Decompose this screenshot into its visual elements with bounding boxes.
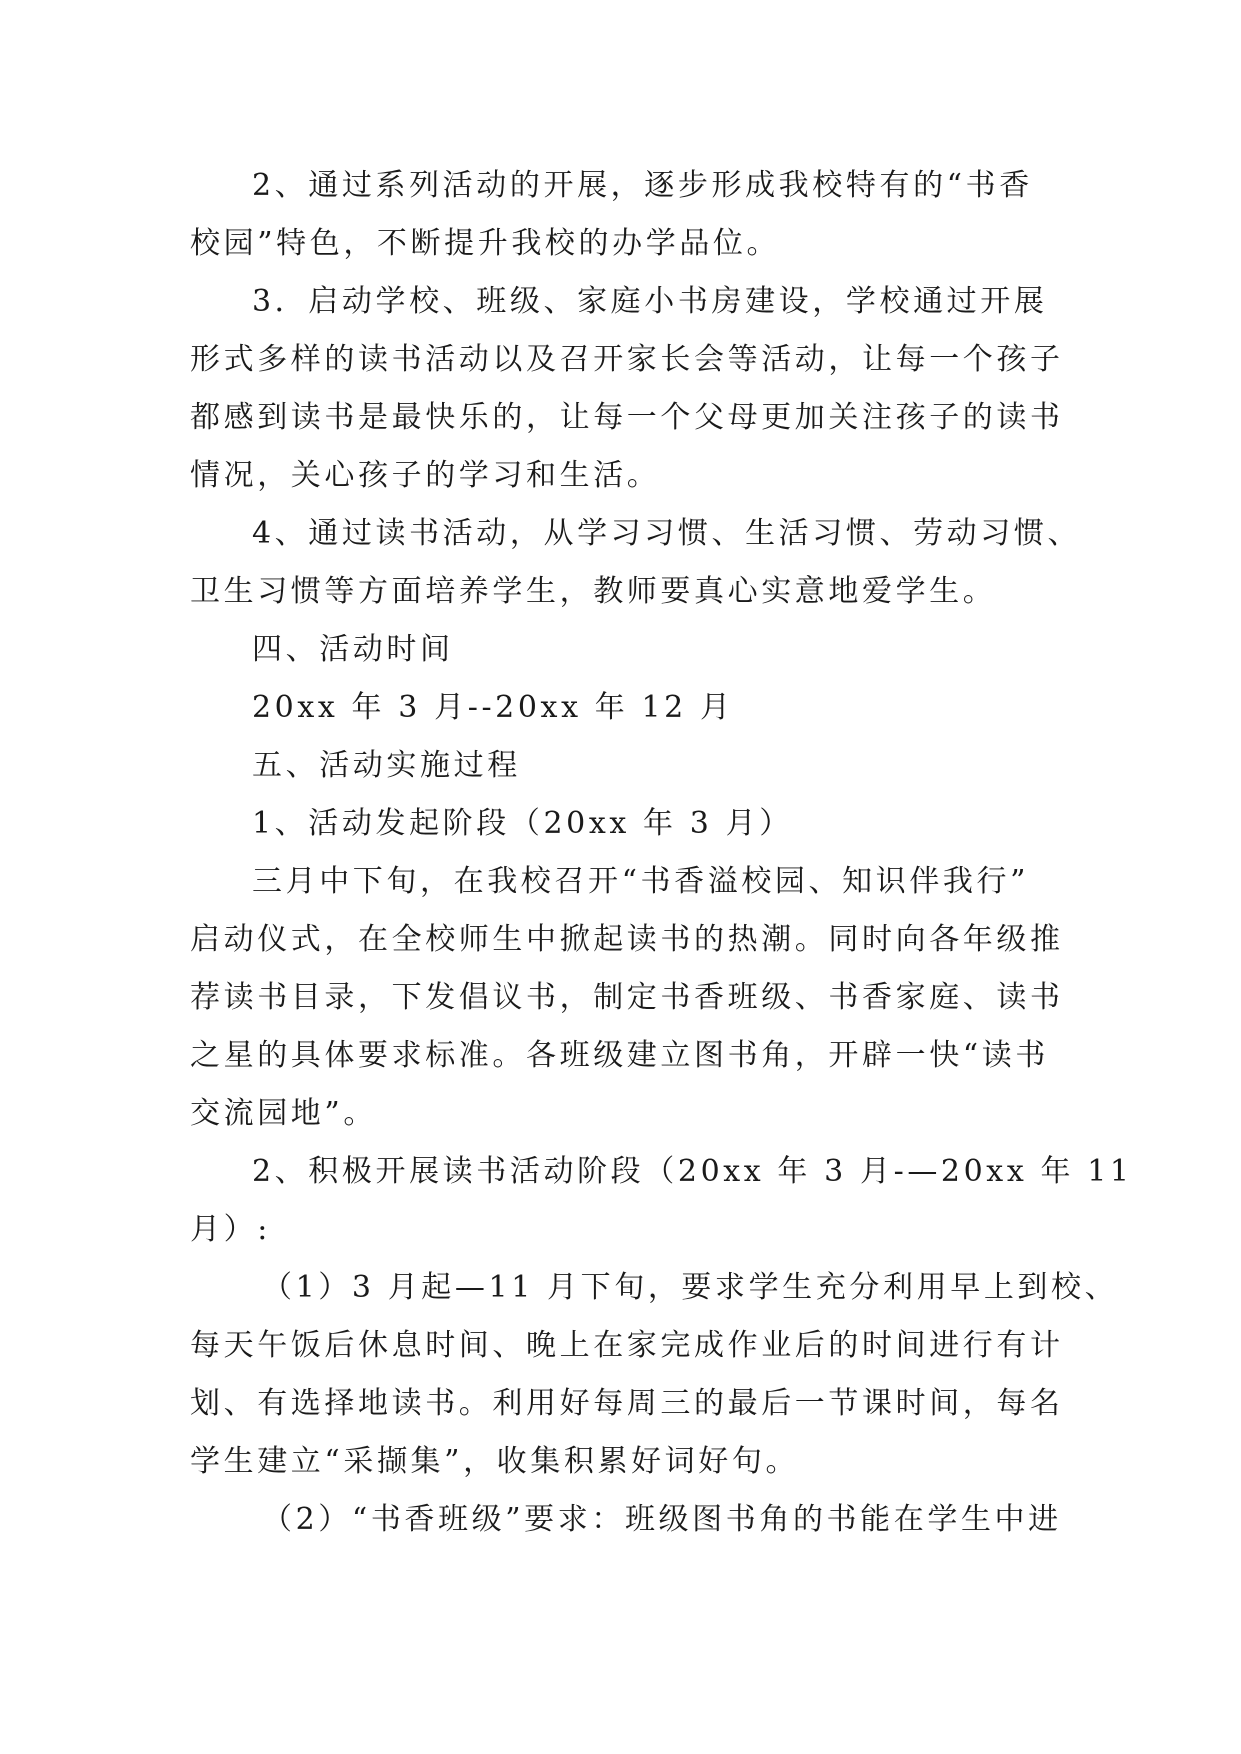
- text-line: 之星的具体要求标准。各班级建立图书角，开辟一快“读书: [190, 1038, 1049, 1073]
- text-line: 三月中下旬，在我校召开“书香溢校园、知识伴我行”: [252, 864, 1030, 899]
- text-line: 启动仪式，在全校师生中掀起读书的热潮。同时向各年级推: [190, 922, 1064, 957]
- paragraph-activity-time: [190, 679, 1050, 737]
- text-line: 都感到读书是最快乐的，让每一个父母更加关注孩子的读书: [190, 400, 1064, 435]
- text-line: 校园”特色，不断提升我校的办学品位。: [190, 226, 781, 261]
- text-line: 荐读书目录，下发倡议书，制定书香班级、书香家庭、读书: [190, 980, 1064, 1015]
- heading-line: 月）:: [190, 1212, 271, 1247]
- text-line: 3．启动学校、班级、家庭小书房建设，学校通过开展: [252, 284, 1048, 319]
- heading-line: 1、活动发起阶段（20xx 年 3 月）: [252, 806, 793, 841]
- paragraph-stage-2-item-1: [190, 1259, 1119, 1491]
- document-body: [190, 157, 1133, 1549]
- paragraph-stage-2-item-2: [190, 1491, 1062, 1549]
- text-line: 20xx 年 3 月--20xx 年 12 月: [252, 690, 734, 725]
- text-line: （2）“书香班级”要求：班级图书角的书能在学生中进: [262, 1502, 1062, 1537]
- text-line: 2、通过系列活动的开展，逐步形成我校特有的“书香: [252, 168, 1033, 203]
- paragraph-goal-4: [190, 505, 1082, 621]
- text-line: （1）3 月起—11 月下旬，要求学生充分利用早上到校、: [262, 1270, 1119, 1305]
- text-line: 形式多样的读书活动以及召开家长会等活动，让每一个孩子: [190, 342, 1064, 377]
- heading-line: 四、活动时间: [252, 632, 454, 667]
- section-heading-activity-time: [190, 621, 1050, 679]
- text-line: 情况，关心孩子的学习和生活。: [190, 458, 661, 493]
- text-line: 4、通过读书活动，从学习习惯、生活习惯、劳动习惯、: [252, 516, 1082, 551]
- text-line: 划、有选择地读书。利用好每周三的最后一节课时间，每名: [190, 1386, 1064, 1421]
- section-heading-implementation: [190, 737, 1050, 795]
- text-line: 卫生习惯等方面培养学生，教师要真心实意地爱学生。: [190, 574, 997, 609]
- stage-1-heading: [190, 795, 1050, 853]
- paragraph-goal-3: [190, 273, 1064, 505]
- stage-2-heading: [190, 1143, 1133, 1259]
- text-line: 每天午饭后休息时间、晚上在家完成作业后的时间进行有计: [190, 1328, 1064, 1363]
- text-line: 交流园地”。: [190, 1096, 377, 1131]
- heading-line: 五、活动实施过程: [252, 748, 521, 783]
- text-line: 学生建立“采撷集”，收集积累好词好句。: [190, 1444, 800, 1479]
- paragraph-goal-2: [190, 157, 1050, 273]
- paragraph-stage-1: [190, 853, 1064, 1143]
- heading-line: 2、积极开展读书活动阶段（20xx 年 3 月-—20xx 年 11: [252, 1154, 1133, 1189]
